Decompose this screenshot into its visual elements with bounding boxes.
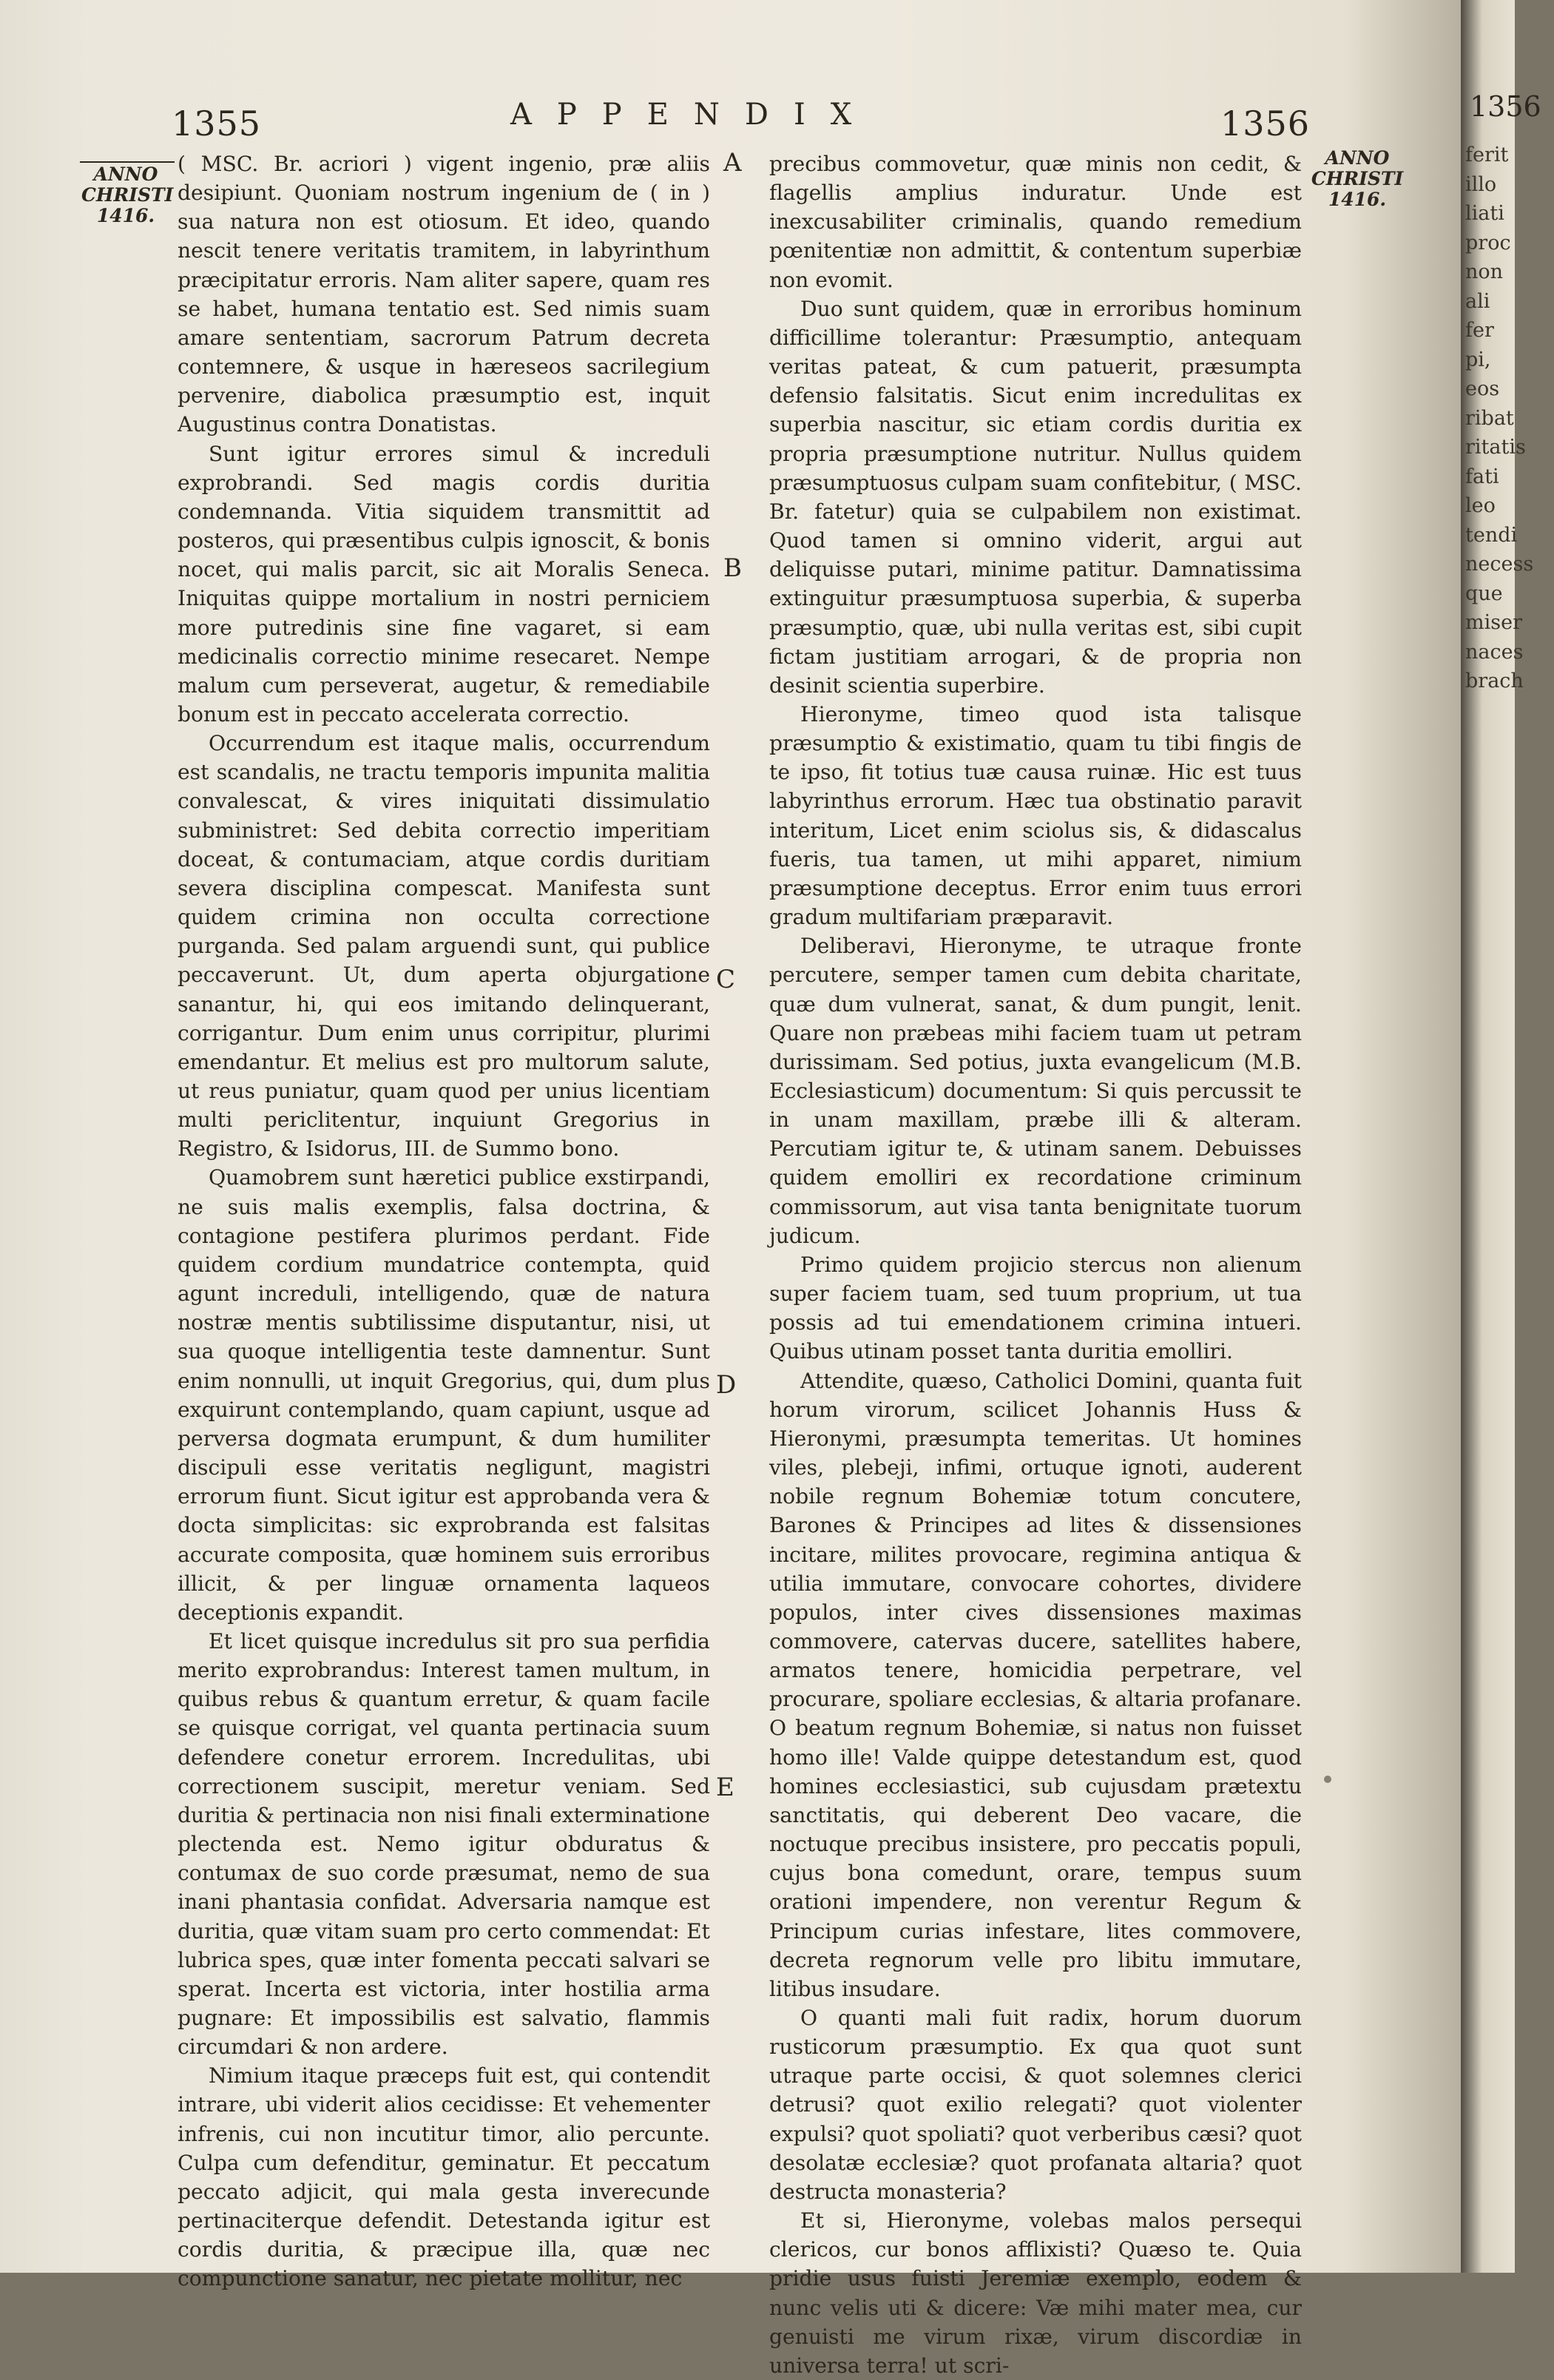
paragraph: Et licet quisque incredulus sit pro sua perfidia merito exprobrandus: Interest tamen multum, in quibus rebus & quantum erretur, & quam facile se quisque corrigat, vel quanta pertinacia suum defendere conetur errorem. Incredulitas, ubi correctionem suscipit, meretur veniam. Sed duritia & pertinacia non nisi finali exterminatione plectenda est. Nemo igitur obduratus & contumax de suo corde præsumat, nemo de sua inani phantasia confidat. Adversaria namque est duritia, quæ vitam suam pro certo commendat: Et lubrica spes, quæ inter fomenta peccati salvari se sperat. Incerta est victoria, inter hostilia arma pugnare: Et impossibilis est salvatio, flammis circumdari & non ardere. [178,1628,710,2060]
right-text-column [769,149,1302,2380]
adjacent-fragment: pi, [1465,348,1491,371]
adjacent-fragment: naces [1465,640,1524,664]
adjacent-fragment: illo [1465,172,1497,196]
left-text-column [178,149,710,2293]
adjacent-page-edge [1461,0,1541,2273]
margin-note-line: CHRISTI [1311,168,1404,189]
paragraph: Sunt igitur errores simul & increduli exprobrandi. Sed magis cordis duritia condemnanda. Vitia siquidem transmittit ad posteros, qui præsentibus culpis ignoscit, & bonis nocet, qui malis parcit, sic ait Moralis Seneca. Iniquitas quippe mortalium in nostri perniciem more putredinis sine fine vagaret, si eam medicinalis correctio minime resecaret. Nempe malum cum perseverat, augetur, & remediabile bonum est in peccato accelerata correctio. [178,441,710,727]
running-head: APPENDIX [510,98,877,132]
section-marker-e: E [716,1773,734,1802]
adjacent-fragment: ribat [1465,406,1514,430]
adjacent-fragment: que [1465,581,1503,605]
section-marker-a: A [723,148,742,178]
margin-note-line: CHRISTI [81,184,174,206]
paragraph: ( MSC. Br. acriori ) vigent ingenio, præ aliis desipiunt. Quoniam nostrum ingenium de ( in ) sua natura non est otiosum. Et ideo, quando nescit tenere veritatis tramitem, in labyrinthum præcipitatur erroris. Nam aliter sapere, quam res se habet, humana tentatio est. Sed nimis suam amare sententiam, sacrorum Patrum decreta contemnere, & usque in hæreseos sacrilegium pervenire, diabolica præsumptio est, inquit Augustinus contra Donatistas. [178,152,710,437]
margin-note-right [1309,148,1405,210]
adjacent-fragment: leo [1465,494,1496,517]
adjacent-fragment: ali [1465,289,1490,313]
paragraph: Duo sunt quidem, quæ in erroribus hominum difficillime tolerantur: Præsumptio, antequam veritas pateat, & cum patuerit, præsumpta defensio falsitatis. Sicut enim incredulitas ex superbia nascitur, sic etiam cordis duritia ex propria præsumptione nutritur. Nullus quidem præsumptuosus culpam suam confitebitur, ( MSC. Br. fatetur) quia se culpabilem non existimat. Quod tamen si omnino viderit, argui aut deliquisse putari, minime patitur. Damnatissima extinguitur præsumptuosa superbia, & superba præsumptio, quæ, ubi nulla veritas est, sibi cupit fictam justitiam arrogari, & de propria non desinit scientia superbire. [769,296,1302,698]
margin-note-line: ANNO [1325,147,1390,169]
adjacent-fragment: proc [1465,231,1511,254]
paragraph: Et si, Hieronyme, volebas malos persequi clericos, cur bonos afflixisti? Quæso te. Quia pridie usus fuisti Jeremiæ exemplo, eodem & nunc velis uti & dicere: Væ mihi mater mea, cur genuisti me virum rixæ, virum discordiæ in universa terra! ut scri- [769,2208,1302,2378]
section-marker-b: B [723,553,742,583]
page-number-right: 1356 [1220,104,1311,144]
paragraph: Occurrendum est itaque malis, occurrendum est scandalis, ne tractu temporis impunita malitia convalescat, & vires iniquitati dissimulatio subministret: Sed debita correctio imperitiam doceat, & contumaciam, atque cordis duritiam severa disciplina compescat. Manifesta sunt quidem crimina non occulta correctione purganda. Sed palam arguendi sunt, qui publice peccaverunt. Ut, dum aperta objurgatione sanantur, hi, qui eos imitando delinquerant, corrigantur. Dum enim unus corripitur, plurimi emendantur. Et melius est pro multorum salute, ut reus puniatur, quam quod per unius licentiam multi periclitentur, inquiunt Gregorius in Registro, & Isidorus, III. de Summo bono. [178,731,710,1162]
adjacent-fragment: non [1465,260,1504,283]
page-number-left: 1355 [172,104,262,144]
paragraph: O quanti mali fuit radix, horum duorum rusticorum præsumptio. Ex qua quot sunt utraque parte occisi, & quot solemnes clerici detrusi? quot exilio relegati? quot violenter expulsi? quot spoliati? quot verberibus cæsi? quot desolatæ ecclesiæ? quot profanata altaria? quot destructa monasteria? [769,2006,1302,2204]
paragraph: Primo quidem projicio stercus non alienum super faciem tuam, sed tuum proprium, ut tua possis ad tui emendationem crimina intueri. Quibus utinam posset tanta duritia emolliri. [769,1252,1302,1364]
adjacent-fragment: necess [1465,553,1534,576]
adjacent-fragment: eos [1465,377,1500,400]
paragraph: Attendite, quæso, Catholici Domini, quanta fuit horum virorum, scilicet Johannis Huss & Hieronymi, præsumpta temeritas. Ut homines viles, plebeji, infimi, ortuque ignoti, auderent nobile regnum Bohemiæ totum concutere, Barones & Principes ad lites & dissensiones incitare, milites provocare, regimina antiqua & utilia immutare, convocare cohortes, dividere populos, inter cives dissensiones maximas commovere, catervas ducere, satellites habere, armatos tenere, homicidia perpetrare, vel procurare, spoliare ecclesias, & altaria profanare. O beatum regnum Bohemiæ, si natus non fuisset homo ille! Valde quippe detestandum est, quod homines ecclesiastici, sub cujusdam prætextu sanctitatis, qui deberent Deo vacare, die noctuque precibus insistere, pro peccatis populi, cujus bona comedunt, orare, tempus suum orationi impendere, non verentur Regum & Principum curias infestare, lites commovere, decreta regnorum velle pro libitu immutare, litibus insudare. [769,1368,1302,2001]
paragraph: Hieronyme, timeo quod ista talisque præsumptio & existimatio, quam tu tibi fingis de te ipso, fit totius tuæ causa ruinæ. Hic est tuus labyrinthus errorum. Hæc tua obstinatio paravit interitum, Licet enim sciolus sis, & didascalus fueris, tua tamen, ut mihi apparet, nimium præsumptione deceptus. Error enim tuus errori gradum multifariam præparavit. [769,701,1302,930]
adjacent-fragment: miser [1465,611,1522,634]
margin-note-line: ANNO [93,164,158,185]
adjacent-page-text [1465,141,1554,696]
paragraph: Deliberavi, Hieronyme, te utraque fronte percutere, semper tamen cum debita charitate, quæ dum vulnerat, sanat, & dum pungit, lenit. Quare non præbeas mihi faciem tuam ut petram durissimam. Sed potius, juxta evangelicum (M.B. Ecclesiasticum) documentum: Si quis percussit te in unam maxillam, præbe illi & alteram. Percutiam igitur te, & utinam sanem. Debuisses quidem emolliri ex recordatione criminum commissorum, aut visa tanta benignitate tuorum judicum. [769,934,1302,1248]
paragraph: Nimium itaque præceps fuit est, qui contendit intrare, ubi viderit alios cecidisse: Et vehementer infrenis, cui non incutitur timor, alio percunte. Culpa cum defenditur, geminatur. Et peccatum peccato adjicit, qui mala gesta inverecunde pertinaciterque defendit. Detestanda igitur est cordis duritia, & præcipue illa, quæ nec compunctione sanatur, nec pietate mollitur, nec [178,2063,710,2291]
side-note-rule [80,161,175,163]
adjacent-fragment: liati [1465,202,1504,225]
adjacent-fragment: tendi [1465,523,1518,547]
margin-note-left [81,164,174,226]
adjacent-fragment: brach [1465,670,1524,692]
paragraph: precibus commovetur, quæ minis non cedit, & flagellis amplius induratur. Unde est inexcusabiliter criminalis, quando remedium pœnitentiæ non admittit, & contentum superbiæ non evomit. [769,152,1302,292]
ink-spot [1324,1776,1331,1783]
section-marker-c: C [716,965,736,994]
adjacent-fragment: fati [1465,465,1499,488]
margin-note-line: 1416. [1328,189,1387,210]
paragraph: Quamobrem sunt hæretici publice exstirpandi, ne suis malis exemplis, falsa doctrina, & contagione pestifera plurimos perdant. Fide quidem cordium mundatrice contempta, quid agunt increduli, intelligendo, quæ de natura nostræ mentis subtilissime disputantur, nisi, ut sua quoque intelligentia teste damnentur. Sunt enim nonnulli, ut inquit Gregorius, qui, dum plus exquirunt contemplando, quam capiunt, usque ad perversa dogmata erumpunt, & dum humiliter discipuli esse veritatis negligunt, magistri errorum fiunt. Sicut igitur est approbanda vera & docta simplicitas: sic exprobranda est falsitas accurate composita, quæ hominem suis erroribus illicit, & per linguæ ornamenta laqueos deceptionis expandit. [178,1165,710,1625]
adjacent-fragment: fer [1465,319,1494,342]
adjacent-page-number: 1356 [1470,90,1541,123]
adjacent-fragment: ritatis [1465,436,1526,459]
adjacent-fragment: ferit [1465,144,1509,166]
section-marker-d: D [716,1370,737,1400]
margin-note-line: 1416. [96,205,155,226]
